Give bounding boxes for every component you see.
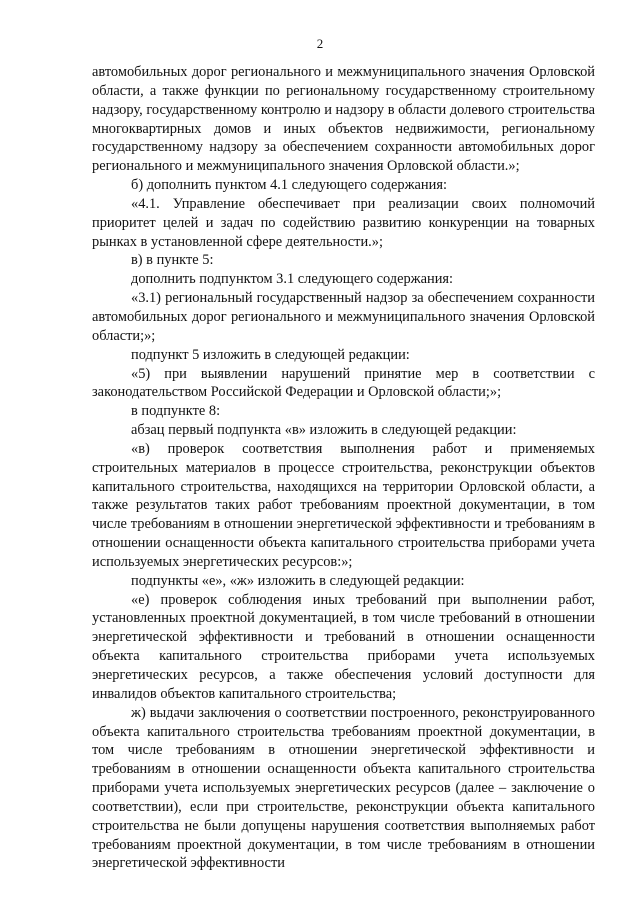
page-number: 2 — [316, 36, 324, 51]
paragraph-subclause-zh: ж) выдачи заключения о соответствии построенного, реконструированного объекта капитального строительства требованиям проектной документации, в том числе требованиям в отношении энергетической эффективности и требованиям в отношении оснащенности объекта капитального строительства приборами учета используемых энергетических ресурсов (далее – заключение о соответствии), если при строительстве, реконструкции объекта капитального строительства не были допущены нарушения соответствия выполняемых работ требованиям проектной документации, в том числе требованиям в отношении энергетической эффективности — [92, 704, 595, 872]
paragraph-subclause-8-intro: в подпункте 8: — [131, 403, 221, 420]
paragraph-subclause-e: «е) проверок соблюдения иных требований при выполнении работ, установленных проектной документацией, в том числе требований в отношении энергетической эффективности и требований в отношении оснащенности объекта капитального строительства приборами учета используемых энергетических ресурсов, а также обеспечения условий доступности для инвалидов объектов капитального строительства; — [92, 591, 595, 702]
paragraph-subclause-3-1: «3.1) региональный государственный надзор за обеспечением сохранности автомобильных дорог регионального и межмуниципального значения Орловской области;»; — [92, 290, 595, 344]
paragraph-subclause-v-intro: абзац первый подпункта «в» изложить в следующей редакции: — [131, 422, 517, 439]
paragraph-subclauses-e-zh-intro: подпункты «е», «ж» изложить в следующей редакции: — [131, 572, 465, 589]
paragraph-subclause-5: «5) при выявлении нарушений принятие мер в соответствии с законодательством Российской Федерации и Орловской области;»; — [92, 365, 595, 401]
paragraph-subclause-v: «в) проверок соответствия выполнения работ и применяемых строительных материалов в процессе строительства, реконструкции объектов капитального строительства, находящихся на территории Орловской области, а также результатов таких работ требованиям проектной документации, в том числе требованиям в отношении энергетической эффективности и требованиям в отношении оснащенности объекта капитального строительства приборами учета используемых энергетических ресурсов:»; — [92, 440, 595, 570]
document-body — [92, 63, 595, 873]
paragraph-item-b: б) дополнить пунктом 4.1 следующего содержания: — [131, 177, 447, 194]
paragraph-add-subclause: дополнить подпунктом 3.1 следующего содержания: — [131, 271, 454, 288]
paragraph-subclause-5-intro: подпункт 5 изложить в следующей редакции: — [131, 346, 410, 363]
paragraph-clause-4-1: «4.1. Управление обеспечивает при реализации своих полномочий приоритет целей и задач по содействию развитию конкуренции на товарных рынках в установленной сфере деятельности.»; — [92, 195, 595, 250]
paragraph-continuation: автомобильных дорог регионального и межмуниципального значения Орловской области, а также функции по региональному государственному строительному надзору, государственному контролю и надзору в области долевого строительства многоквартирных домов и иных объектов недвижимости, региональному государственному надзору за обеспечением сохранности автомобильных дорог регионального и межмуниципального значения Орловской области.»; — [92, 64, 595, 175]
paragraph-item-v: в) в пункте 5: — [131, 252, 214, 269]
